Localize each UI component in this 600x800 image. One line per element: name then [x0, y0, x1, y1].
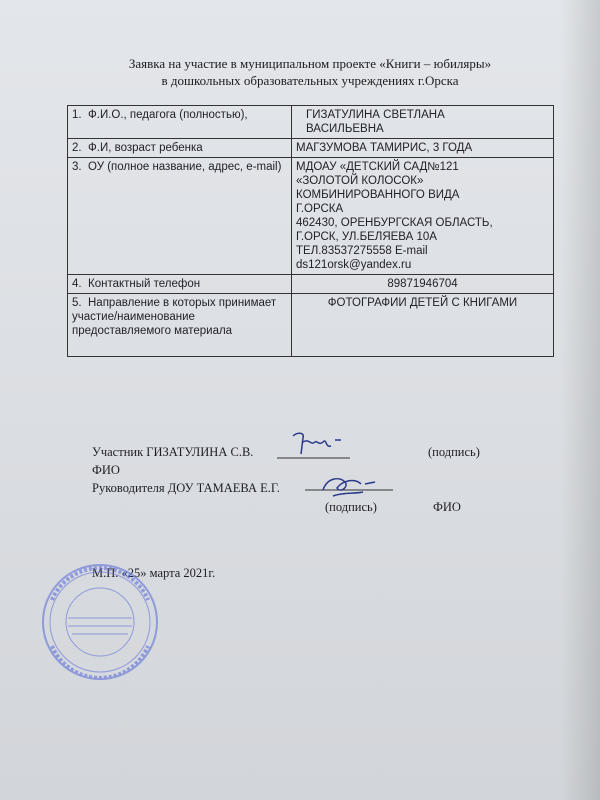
row-label: 4. Контактный телефон: [68, 275, 292, 294]
title-line-2: в дошкольных образовательных учреждениях г.Орска: [161, 73, 459, 88]
row-value: МДОАУ «ДЕТСКИЙ САД№121 «ЗОЛОТОЙ КОЛОСОК» КОМБИНИРОВАННОГО ВИДА Г.ОРСКА 462430, ОРЕНБУРГСКАЯ ОБЛАСТЬ, Г.ОРСК, УЛ.БЕЛЯЕВА 10А ТЕЛ.83537275558 E-mail ds121orsk@yandex.ru: [292, 158, 554, 275]
mp-date: М.П. «25» марта 2021г.: [92, 566, 216, 580]
podpis-label-2: (подпись): [325, 500, 377, 514]
row-label: 1. Ф.И.О., педагога (полностью),: [68, 106, 292, 139]
title-line-1: Заявка на участие в муниципальном проекте «Книги – юбиляры»: [128, 56, 492, 71]
row-label: 5. Направление в которых принимает участие/наименование предоставляемого материала: [68, 294, 292, 357]
official-stamp: [38, 560, 163, 685]
row-value: ГИЗАТУЛИНА СВЕТЛАНА ВАСИЛЬЕВНА: [292, 106, 554, 139]
table-row: [68, 139, 554, 158]
table-row: [68, 294, 554, 357]
row-label: 2. Ф.И, возраст ребенка: [68, 139, 292, 158]
application-table: [67, 105, 554, 357]
head-signature: [303, 472, 398, 502]
participant-line: Участник ГИЗАТУЛИНА С.В.: [92, 445, 254, 459]
page-shadow: [560, 0, 600, 800]
fio-label-1: ФИО: [92, 463, 120, 477]
row-value: ФОТОГРАФИИ ДЕТЕЙ С КНИГАМИ: [292, 294, 554, 357]
row-value: МАГЗУМОВА ТАМИРИС, 3 ГОДА: [292, 139, 554, 158]
document-title: [80, 55, 540, 89]
head-line: Руководителя ДОУ ТАМАЕВА Е.Г.: [92, 481, 280, 495]
row-label: 3. ОУ (полное название, адрес, e-mail): [68, 158, 292, 275]
podpis-label-1: (подпись): [428, 445, 480, 459]
row-value: 89871946704: [292, 275, 554, 294]
table-row: [68, 158, 554, 275]
table-row: [68, 275, 554, 294]
participant-signature: [275, 428, 355, 460]
table-row: [68, 106, 554, 139]
fio-label-2: ФИО: [433, 500, 461, 514]
